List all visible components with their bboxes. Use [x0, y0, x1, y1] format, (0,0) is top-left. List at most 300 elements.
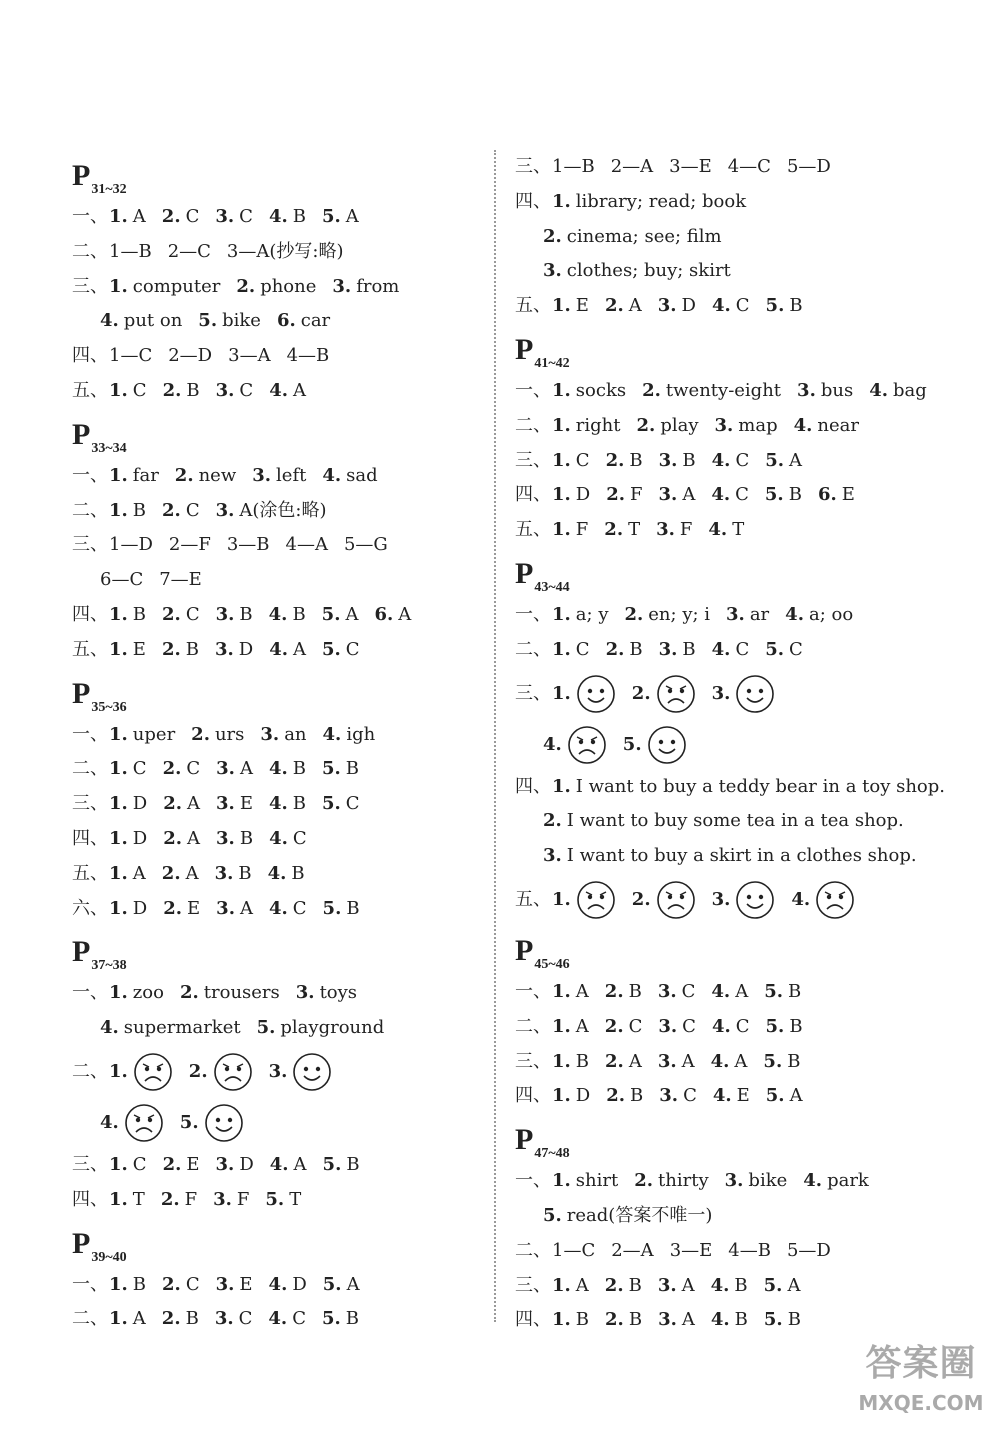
- answer-row: [72, 1183, 472, 1218]
- answer-number: 1.: [552, 682, 571, 704]
- page-letter: P: [72, 1226, 91, 1260]
- right-answer-column: [515, 150, 955, 1338]
- watermark-url: MXQE.COM: [858, 1391, 984, 1415]
- answer-value: A: [681, 1274, 695, 1296]
- answer-value: ar: [749, 603, 770, 625]
- answer-number: 5.: [322, 793, 341, 815]
- answer-row: [72, 718, 472, 753]
- answer-value: read(答案不唯一): [566, 1204, 713, 1226]
- answer-number: 1.: [109, 1308, 128, 1330]
- question-label: 三、: [72, 1153, 108, 1175]
- answer-number: 5.: [763, 1309, 783, 1331]
- answer-number: 1.: [552, 775, 571, 797]
- question-label: 三、: [515, 1050, 551, 1072]
- answer-number: 2.: [188, 1060, 208, 1082]
- answer-number: 1.: [552, 190, 571, 212]
- answer-number: 1.: [109, 275, 128, 297]
- answer-value: A(涂色:略): [239, 499, 327, 521]
- answer-value: 2—C: [167, 240, 211, 262]
- question-label: 三、: [515, 156, 551, 177]
- answer-number: 4.: [100, 310, 119, 332]
- page-range-heading: [515, 927, 955, 975]
- answer-row: [515, 185, 955, 220]
- answer-number: 5.: [622, 733, 642, 755]
- answer-value: C: [575, 638, 590, 660]
- answer-value: 1—D: [109, 534, 153, 556]
- happy-face-icon: [576, 674, 616, 714]
- answer-value: C: [185, 499, 200, 521]
- answer-value: 1—C: [552, 1239, 596, 1261]
- answer-value: supermarket: [123, 1017, 241, 1039]
- page-letter: P: [515, 556, 534, 590]
- answer-value: socks: [575, 379, 627, 401]
- answer-number: 5.: [256, 1017, 276, 1039]
- answer-number: 1.: [109, 1153, 128, 1175]
- answer-number: 3.: [797, 379, 816, 401]
- answer-value: C: [185, 206, 200, 227]
- answer-row: [72, 374, 472, 409]
- answer-number: 2.: [163, 897, 183, 919]
- answer-value: B: [734, 1309, 748, 1331]
- answer-section: [72, 152, 472, 409]
- answer-number: 2.: [179, 982, 199, 1004]
- answer-number: 2.: [162, 379, 182, 401]
- answer-row: [72, 787, 472, 822]
- answer-number: 2.: [161, 862, 181, 884]
- answer-value: C: [345, 793, 360, 815]
- answer-row: [72, 339, 472, 374]
- answer-value: B: [185, 638, 199, 660]
- answer-number: 2.: [236, 275, 256, 297]
- answer-number: 3.: [215, 206, 235, 227]
- answer-number: 5.: [321, 1308, 341, 1330]
- answer-number: 1.: [109, 1060, 128, 1082]
- answer-value: sad: [346, 464, 378, 486]
- answer-number: 3.: [657, 295, 677, 317]
- page-letter: P: [515, 332, 534, 366]
- answer-number: 2.: [161, 638, 181, 660]
- answer-value: B: [292, 793, 306, 815]
- answer-row: [515, 598, 955, 633]
- answer-value: B: [682, 449, 696, 471]
- answer-row: [72, 1011, 472, 1046]
- question-label: 一、: [72, 464, 108, 486]
- page-range-heading: [72, 1220, 472, 1268]
- question-label: 二、: [515, 1015, 551, 1037]
- answer-section: [515, 326, 955, 548]
- answer-value: C: [239, 379, 254, 401]
- answer-value: C: [292, 827, 307, 849]
- page-range-heading: [515, 1116, 955, 1164]
- watermark-logo-text: 答案圈: [865, 1343, 977, 1384]
- answer-value: A: [239, 897, 253, 919]
- answer-value: zoo: [132, 982, 164, 1004]
- answer-value: en; y; i: [648, 603, 711, 625]
- answer-value: I want to buy a teddy bear in a toy shop.: [575, 775, 946, 797]
- answer-value: D: [132, 827, 148, 849]
- answer-number: 3.: [260, 723, 280, 745]
- answer-value: D: [292, 1273, 307, 1295]
- answer-value: A: [185, 862, 199, 884]
- answer-value: C: [683, 1085, 697, 1107]
- answer-number: 1.: [552, 379, 571, 401]
- question-label: 三、: [72, 793, 108, 815]
- answer-number: 1.: [552, 519, 571, 541]
- answer-row: [515, 804, 955, 839]
- answer-value: A: [346, 1273, 360, 1295]
- answer-value: B: [132, 603, 147, 625]
- answer-value: 3—A(抄写:略): [226, 240, 344, 262]
- answer-number: 2.: [604, 519, 624, 541]
- answer-value: C: [238, 1308, 253, 1330]
- answer-number: 5.: [322, 638, 341, 660]
- answer-number: 5.: [321, 206, 341, 227]
- answer-value: C: [132, 758, 147, 780]
- answer-number: 3.: [658, 1309, 677, 1331]
- answer-value: cinema; see; film: [566, 225, 722, 247]
- question-label: 一、: [515, 603, 551, 625]
- page-letter: P: [72, 935, 91, 969]
- answer-value: C: [292, 897, 307, 919]
- answer-value: play: [660, 414, 699, 436]
- answer-value: E: [575, 295, 589, 317]
- answer-value: 4—C: [727, 156, 771, 177]
- answer-value: A: [734, 1050, 748, 1072]
- answer-row: [72, 528, 472, 563]
- answer-value: B: [346, 897, 360, 919]
- question-label: 一、: [72, 206, 108, 227]
- answer-value: playground: [280, 1017, 385, 1039]
- sad-face-icon: [124, 1103, 164, 1143]
- answer-number: 4.: [803, 1170, 823, 1192]
- answer-number: 1.: [552, 1274, 571, 1296]
- answer-value: D: [238, 638, 254, 660]
- answer-number: 1.: [109, 499, 128, 521]
- answer-number: 2.: [604, 1015, 624, 1037]
- answer-number: 4.: [793, 414, 813, 436]
- answer-number: 4.: [268, 1308, 288, 1330]
- answer-number: 5.: [179, 1111, 199, 1133]
- answer-number: 2.: [161, 1308, 181, 1330]
- answer-value: A: [575, 980, 589, 1002]
- answer-value: C: [575, 449, 590, 471]
- answer-number: 2.: [624, 603, 644, 625]
- page-letter: P: [72, 417, 91, 451]
- question-label: 二、: [515, 414, 551, 436]
- answer-value: B: [132, 1273, 147, 1295]
- answer-value: C: [735, 484, 749, 506]
- question-label: 五、: [72, 862, 108, 884]
- answer-number: 4.: [268, 758, 288, 780]
- question-label: 四、: [72, 827, 108, 849]
- answer-value: E: [132, 638, 146, 660]
- answer-value: B: [292, 206, 306, 227]
- happy-face-icon: [647, 725, 687, 765]
- answer-value: E: [186, 1153, 200, 1175]
- answer-section: [72, 411, 472, 668]
- page-letter: P: [515, 1123, 534, 1157]
- answer-value: far: [132, 464, 159, 486]
- answer-number: 4.: [710, 1309, 730, 1331]
- answer-row: [515, 220, 955, 255]
- answer-value: trousers: [203, 982, 280, 1004]
- happy-face-icon: [204, 1103, 244, 1143]
- answer-value: 1—C: [109, 345, 153, 367]
- answer-number: 1.: [109, 758, 128, 780]
- answer-value: B: [132, 499, 147, 521]
- page-range-heading: [72, 928, 472, 976]
- answer-number: 2.: [162, 1273, 181, 1295]
- answer-row: [72, 752, 472, 787]
- answer-value: B: [788, 980, 802, 1002]
- question-label: 五、: [515, 888, 551, 910]
- question-label: 五、: [515, 295, 551, 317]
- page-range-heading: [515, 550, 955, 598]
- question-label: 五、: [72, 379, 108, 401]
- answer-value: C: [735, 638, 750, 660]
- answer-value: clothes; buy; skirt: [566, 260, 731, 282]
- answer-value: B: [787, 1309, 801, 1331]
- answer-number: 1.: [552, 638, 571, 660]
- answer-number: 2.: [631, 888, 651, 910]
- answer-number: 1.: [109, 793, 128, 815]
- answer-value: car: [300, 310, 331, 332]
- answer-value: C: [185, 1273, 200, 1295]
- answer-value: uper: [132, 723, 176, 745]
- answer-row: [72, 1268, 472, 1303]
- answer-value: library; read; book: [575, 190, 747, 212]
- answer-number: 5.: [765, 295, 785, 317]
- page-range-heading: [72, 670, 472, 718]
- answer-row: [72, 563, 472, 598]
- answer-value: B: [789, 295, 803, 317]
- answer-number: 3.: [214, 1308, 234, 1330]
- happy-face-icon: [735, 880, 775, 920]
- answer-row: [72, 270, 472, 305]
- question-label: 四、: [515, 484, 551, 506]
- answer-value: B: [787, 1050, 801, 1072]
- sad-face-icon: [576, 880, 616, 920]
- answer-number: 4.: [708, 519, 728, 541]
- sad-face-icon: [656, 674, 696, 714]
- answer-value: A: [132, 862, 146, 884]
- answer-value: E: [736, 1085, 750, 1107]
- answer-number: 2.: [162, 758, 182, 780]
- answer-value: D: [681, 295, 696, 317]
- answer-row: [72, 200, 472, 235]
- answer-value: C: [345, 638, 360, 660]
- answer-number: 3.: [543, 260, 562, 282]
- answer-value: new: [198, 464, 237, 486]
- happy-face-icon: [735, 674, 775, 714]
- answer-value: B: [291, 862, 305, 884]
- answer-value: B: [292, 758, 306, 780]
- answer-value: phone: [260, 275, 317, 297]
- answer-value: B: [345, 758, 360, 780]
- answer-number: 2.: [163, 827, 183, 849]
- answer-section: [72, 928, 472, 1217]
- answer-number: 3.: [332, 275, 352, 297]
- answer-value: A: [628, 1050, 642, 1072]
- answer-number: 1.: [552, 1085, 571, 1107]
- left-answer-column: [72, 150, 472, 1337]
- answer-number: 1.: [552, 888, 571, 910]
- answer-value: B: [575, 1050, 590, 1072]
- answer-value: B: [734, 1274, 748, 1296]
- answer-number: 4.: [269, 638, 288, 660]
- answer-value: T: [732, 519, 745, 541]
- question-label: 四、: [72, 1188, 108, 1210]
- answer-number: 2.: [163, 793, 183, 815]
- answer-value: C: [735, 449, 750, 471]
- answer-number: 5.: [765, 1015, 785, 1037]
- answer-value: E: [239, 793, 253, 815]
- page-range: 39~40: [91, 1249, 127, 1265]
- answer-number: 2.: [605, 449, 625, 471]
- answer-number: 5.: [765, 638, 785, 660]
- answer-value: C: [132, 379, 147, 401]
- answer-row: [515, 719, 955, 770]
- answer-value: 5—D: [786, 1239, 831, 1261]
- answer-value: A: [682, 484, 696, 506]
- answer-value: D: [132, 897, 148, 919]
- answer-value: T: [628, 519, 641, 541]
- answer-value: thirty: [658, 1170, 709, 1192]
- answer-row: [72, 892, 472, 927]
- question-label: 一、: [515, 379, 551, 401]
- answer-row: [515, 1199, 955, 1234]
- answer-value: B: [628, 1274, 642, 1296]
- answer-section: [72, 1220, 472, 1338]
- answer-value: C: [292, 1308, 306, 1330]
- answer-number: 3.: [214, 638, 234, 660]
- page-range-heading: [72, 152, 472, 200]
- answer-number: 3.: [659, 1085, 679, 1107]
- answer-number: 6.: [374, 603, 394, 625]
- answer-value: A: [575, 1015, 589, 1037]
- answer-value: 2—A: [611, 1239, 654, 1261]
- answer-value: C: [132, 1153, 147, 1175]
- question-label: 三、: [515, 1274, 551, 1296]
- answer-value: a; y: [575, 603, 609, 625]
- page-range: 47~48: [534, 1146, 570, 1162]
- answer-value: 4—B: [728, 1239, 771, 1261]
- answer-row: [515, 1045, 955, 1080]
- answer-row: [515, 1079, 955, 1114]
- question-label: 一、: [72, 982, 108, 1004]
- question-label: 四、: [72, 345, 108, 367]
- answer-row: [515, 150, 955, 185]
- answer-value: bag: [893, 379, 927, 401]
- answer-number: 1.: [109, 1273, 128, 1295]
- answer-value: B: [629, 449, 643, 471]
- answer-value: 3—E: [669, 156, 712, 177]
- answer-row: [515, 374, 955, 409]
- answer-number: 4.: [268, 603, 288, 625]
- answer-number: 5.: [763, 1050, 783, 1072]
- question-label: 三、: [515, 449, 551, 471]
- answer-number: 4.: [869, 379, 888, 401]
- answer-value: E: [239, 1273, 253, 1295]
- question-label: 四、: [72, 603, 108, 625]
- sad-face-icon: [213, 1052, 253, 1092]
- answer-number: 2.: [543, 810, 562, 832]
- answer-value: A: [187, 827, 201, 849]
- answer-value: C: [628, 1015, 643, 1037]
- page-range: 33~34: [91, 440, 127, 456]
- answer-number: 6.: [817, 484, 837, 506]
- answer-number: 3.: [215, 499, 235, 521]
- question-label: 四、: [515, 1085, 551, 1107]
- answer-value: B: [628, 980, 642, 1002]
- answer-row: [72, 459, 472, 494]
- answer-value: F: [630, 484, 643, 506]
- answer-value: T: [132, 1188, 145, 1210]
- answer-number: 2.: [162, 603, 181, 625]
- answer-number: 1.: [552, 1050, 571, 1072]
- answer-number: 3.: [658, 638, 678, 660]
- answer-number: 3.: [215, 1273, 235, 1295]
- answer-number: 4.: [268, 206, 288, 227]
- answer-section: [72, 670, 472, 927]
- answer-number: 2.: [604, 1274, 624, 1296]
- answer-value: B: [185, 1308, 199, 1330]
- answer-value: B: [346, 1153, 360, 1175]
- answer-row: [72, 1046, 472, 1097]
- answer-number: 5.: [765, 1085, 785, 1107]
- question-label: 三、: [72, 534, 108, 556]
- answer-value: B: [628, 1309, 643, 1331]
- answer-value: 2—F: [168, 534, 211, 556]
- answer-number: 1.: [109, 982, 128, 1004]
- answer-number: 2.: [160, 1188, 180, 1210]
- answer-number: 2.: [162, 1153, 182, 1175]
- answer-number: 5.: [322, 1273, 342, 1295]
- answer-value: 5—G: [343, 534, 388, 556]
- answer-row: [515, 839, 955, 874]
- answer-number: 5.: [198, 310, 218, 332]
- answer-number: 1.: [109, 827, 128, 849]
- answer-value: bike: [222, 310, 261, 332]
- answer-value: A: [345, 206, 359, 227]
- answer-value: A: [681, 1309, 695, 1331]
- answer-value: A: [789, 1085, 803, 1107]
- answer-value: B: [239, 827, 254, 849]
- answer-number: 1.: [109, 464, 128, 486]
- answer-number: 3.: [216, 793, 235, 815]
- happy-face-icon: [292, 1052, 332, 1092]
- answer-number: 1.: [552, 980, 571, 1002]
- answer-number: 2.: [162, 499, 181, 521]
- answer-number: 1.: [109, 603, 128, 625]
- answer-number: 3.: [252, 464, 272, 486]
- sad-face-icon: [133, 1052, 173, 1092]
- answer-value: A: [132, 206, 146, 227]
- page-range: 35~36: [91, 699, 127, 715]
- answer-number: 5.: [764, 980, 783, 1002]
- answer-row: [515, 1234, 955, 1269]
- question-label: 一、: [72, 1273, 108, 1295]
- question-label: 二、: [72, 240, 108, 262]
- answer-number: 5.: [322, 897, 342, 919]
- answer-number: 3.: [216, 897, 235, 919]
- answer-value: right: [575, 414, 621, 436]
- answer-value: B: [788, 484, 802, 506]
- answer-value: 6—C: [100, 569, 144, 591]
- answer-number: 1.: [552, 1170, 571, 1192]
- answer-number: 1.: [552, 414, 571, 436]
- answer-row: [515, 770, 955, 805]
